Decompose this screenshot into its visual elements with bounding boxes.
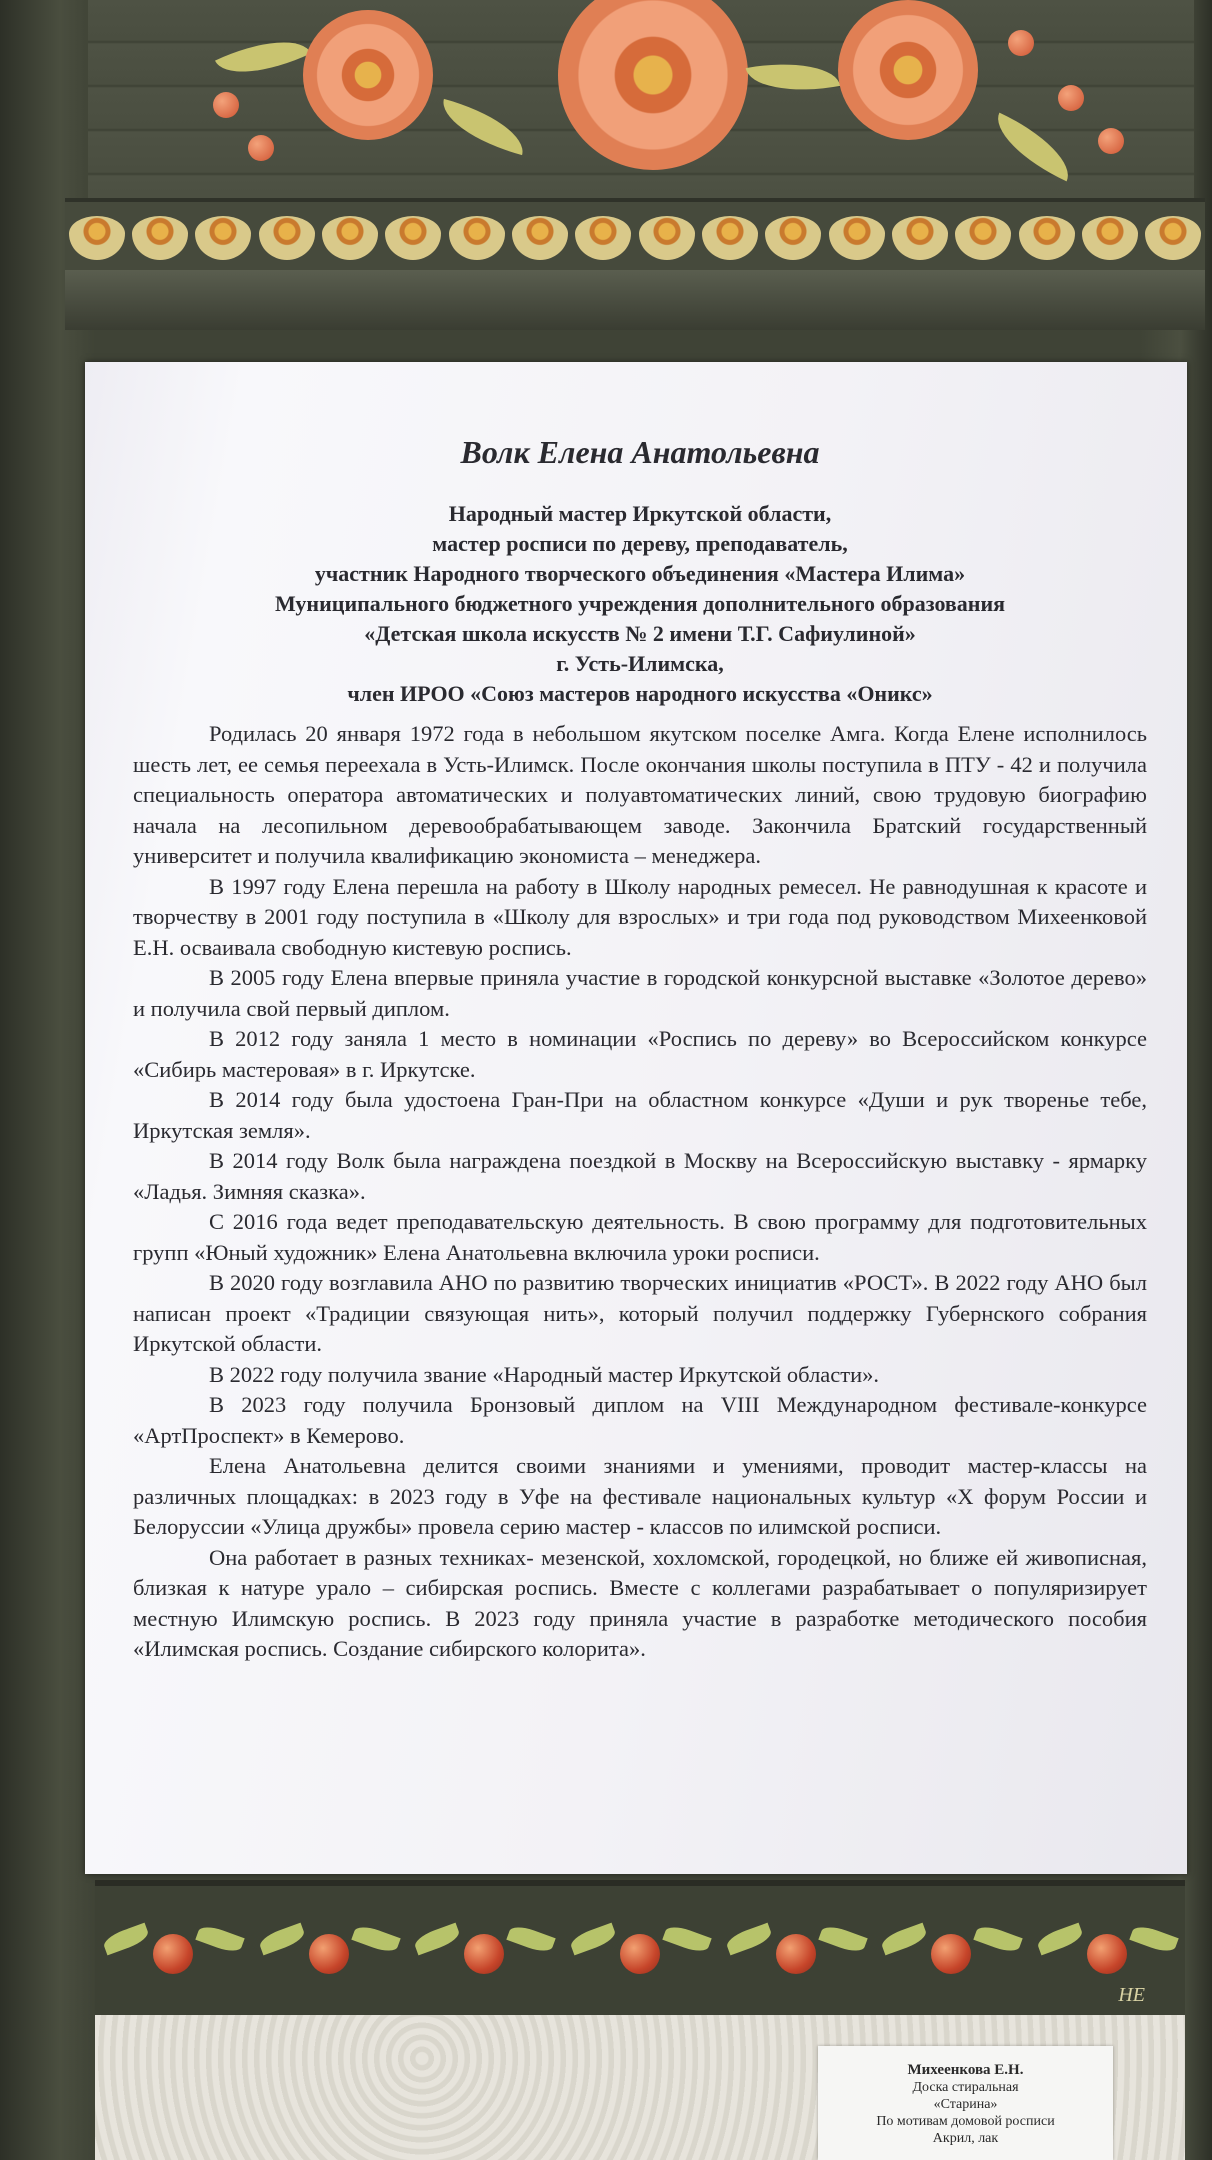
biography-paragraph: В 2020 году возглавила АНО по развитию творческих инициатив «РОСТ». В 2022 году АНО был написан проект «Традиции связующая нить», который получил поддержку Губернского собрания Иркутской области. bbox=[133, 1270, 1147, 1356]
biography-paragraph: С 2016 года ведет преподавательскую деятельность. В свою программу для подготовительных групп «Юный художник» Елена Анатольевна включила уроки росписи. bbox=[133, 1209, 1147, 1265]
biography-paragraph: В 2014 году была удостоена Гран-При на областном конкурсе «Души и рук творенье тебе, Иркутская земля». bbox=[133, 1087, 1147, 1143]
berry-ornament bbox=[464, 1934, 504, 1974]
biography-sheet bbox=[85, 362, 1187, 1874]
berry-ornament bbox=[1098, 128, 1124, 154]
biography-paragraph: Родилась 20 января 1972 года в небольшом якутском поселке Амга. Когда Елене исполнилось шесть лет, ее семья переехала в Усть-Илимск. После окончания школы поступила в ПТУ - 42 и получила специальность оператора автоматических и полуавтоматических линий, свою трудовую биографию начала на лесопильном деревообрабатывающем заводе. Закончила Братский государственный университет и получила квалификацию экономиста – менеджера. bbox=[133, 721, 1147, 868]
scallop-ornament bbox=[512, 216, 568, 260]
flower-ornament bbox=[558, 0, 748, 170]
biography-paragraph: Она работает в разных техниках- мезенской, хохломской, городецкой, но ближе ей живописная, близкая к натуре урало – сибирская роспись. Вместе с коллегами разрабатывает о популяризирует местную Илимскую роспись. В 2023 году приняла участие в разработке методического пособия «Илимская роспись. Создание сибирского колорита». bbox=[133, 1544, 1147, 1661]
berry-ornament bbox=[1058, 85, 1084, 111]
label-type: Доска стиральная bbox=[912, 2080, 1019, 2095]
berry-ornament bbox=[248, 135, 274, 161]
biography-paragraph: В 2012 году заняла 1 место в номинации «Роспись по дереву» во Всероссийском конкурсе «Сибирь мастеровая» в г. Иркутске. bbox=[133, 1026, 1147, 1082]
biography-text bbox=[133, 719, 1147, 1665]
leaf-ornament bbox=[215, 23, 311, 92]
flower-ornament bbox=[303, 10, 433, 140]
biography-paragraph: Елена Анатольевна делится своими знаниями и умениями, проводит мастер-классы на различных площадках: в 2023 году в Уфе на фестивале национальных культур «X форум России и Белоруссии «Улица дружбы» провела серию мастер - классов по илимской росписи. bbox=[133, 1453, 1147, 1539]
berry-ornament bbox=[1008, 30, 1034, 56]
artist-name: Волк Елена Анатольевна bbox=[460, 434, 820, 470]
scallop-ornament bbox=[892, 216, 948, 260]
painter-signature: НЕ bbox=[1118, 1984, 1145, 2006]
scallop-ornament bbox=[385, 216, 441, 260]
scallop-ornament bbox=[765, 216, 821, 260]
scallop-ornament bbox=[1019, 216, 1075, 260]
biography-paragraph: В 2023 году получила Бронзовый диплом на VIII Международном фестивале-конкурсе «АртПроспект» в Кемерово. bbox=[133, 1392, 1147, 1448]
berry-ornament bbox=[620, 1934, 660, 1974]
biography-paragraph: В 2014 году Волк была награждена поездкой в Москву на Всероссийскую выставку - ярмарку «Ладья. Зимняя сказка». bbox=[133, 1148, 1147, 1204]
artist-titles bbox=[133, 499, 1147, 709]
title-line: мастер росписи по дереву, преподаватель, bbox=[432, 531, 848, 556]
wooden-rail bbox=[65, 270, 1205, 330]
label-motif: По мотивам домовой росписи bbox=[876, 2114, 1055, 2129]
scallop-ornament bbox=[69, 216, 125, 260]
berry-ornament bbox=[1087, 1934, 1127, 1974]
biography-paragraph: В 1997 году Елена перешла на работу в Школу народных ремесел. Не равнодушная к красоте и творчеству в 2001 году поступила в «Школу для взрослых» и три года под руководством Михеенковой Е.Н. осваивала свободную кистевую роспись. bbox=[133, 873, 1147, 960]
top-ornament-panel bbox=[88, 0, 1194, 200]
leaf-ornament bbox=[435, 99, 531, 155]
scallop-ornament bbox=[575, 216, 631, 260]
berry-ornament bbox=[776, 1934, 816, 1974]
berry-ornament bbox=[931, 1934, 971, 1974]
berry-ornament bbox=[213, 92, 239, 118]
flower-ornament bbox=[838, 0, 978, 140]
scallop-ornament bbox=[132, 216, 188, 260]
berry-garland bbox=[95, 1924, 1185, 1984]
scallop-ornament bbox=[955, 216, 1011, 260]
biography-paragraph: В 2005 году Елена впервые приняла участие в городской конкурсной выставке «Золотое дерево» и получила свой первый диплом. bbox=[133, 965, 1147, 1021]
scallop-ornament bbox=[195, 216, 251, 260]
berry-ornament bbox=[153, 1934, 193, 1974]
scallop-ornament bbox=[322, 216, 378, 260]
scallop-ornament bbox=[449, 216, 505, 260]
label-medium: Акрил, лак bbox=[932, 2131, 999, 2146]
leaf-ornament bbox=[985, 113, 1081, 182]
exhibit-label bbox=[818, 2046, 1113, 2160]
scallop-ornament bbox=[1082, 216, 1138, 260]
title-line: «Детская школа искусств № 2 имени Т.Г. Сафиулиной» bbox=[364, 621, 916, 646]
scallop-ornament bbox=[702, 216, 758, 260]
title-line: Муниципального бюджетного учреждения дополнительного образования bbox=[274, 591, 1006, 616]
scallop-ornament bbox=[829, 216, 885, 260]
title-line: Народный мастер Иркутской области, bbox=[448, 501, 832, 526]
scallop-ornament bbox=[1145, 216, 1201, 260]
bottom-ornament-panel bbox=[95, 1880, 1185, 2029]
title-line: член ИРОО «Союз мастеров народного искусства «Оникс» bbox=[347, 681, 933, 706]
title-line: участник Народного творческого объединения «Мастера Илима» bbox=[314, 561, 966, 586]
label-title: «Старина» bbox=[933, 2097, 998, 2112]
scallop-ornament bbox=[639, 216, 695, 260]
biography-paragraph: В 2022 году получила звание «Народный мастер Иркутской области». bbox=[209, 1361, 880, 1387]
berry-ornament bbox=[309, 1934, 349, 1974]
label-author: Михеенкова Е.Н. bbox=[907, 2062, 1024, 2078]
title-line: г. Усть-Илимска, bbox=[556, 651, 724, 676]
scallop-border bbox=[65, 198, 1205, 278]
leaf-ornament bbox=[746, 52, 841, 101]
scallop-ornament bbox=[259, 216, 315, 260]
